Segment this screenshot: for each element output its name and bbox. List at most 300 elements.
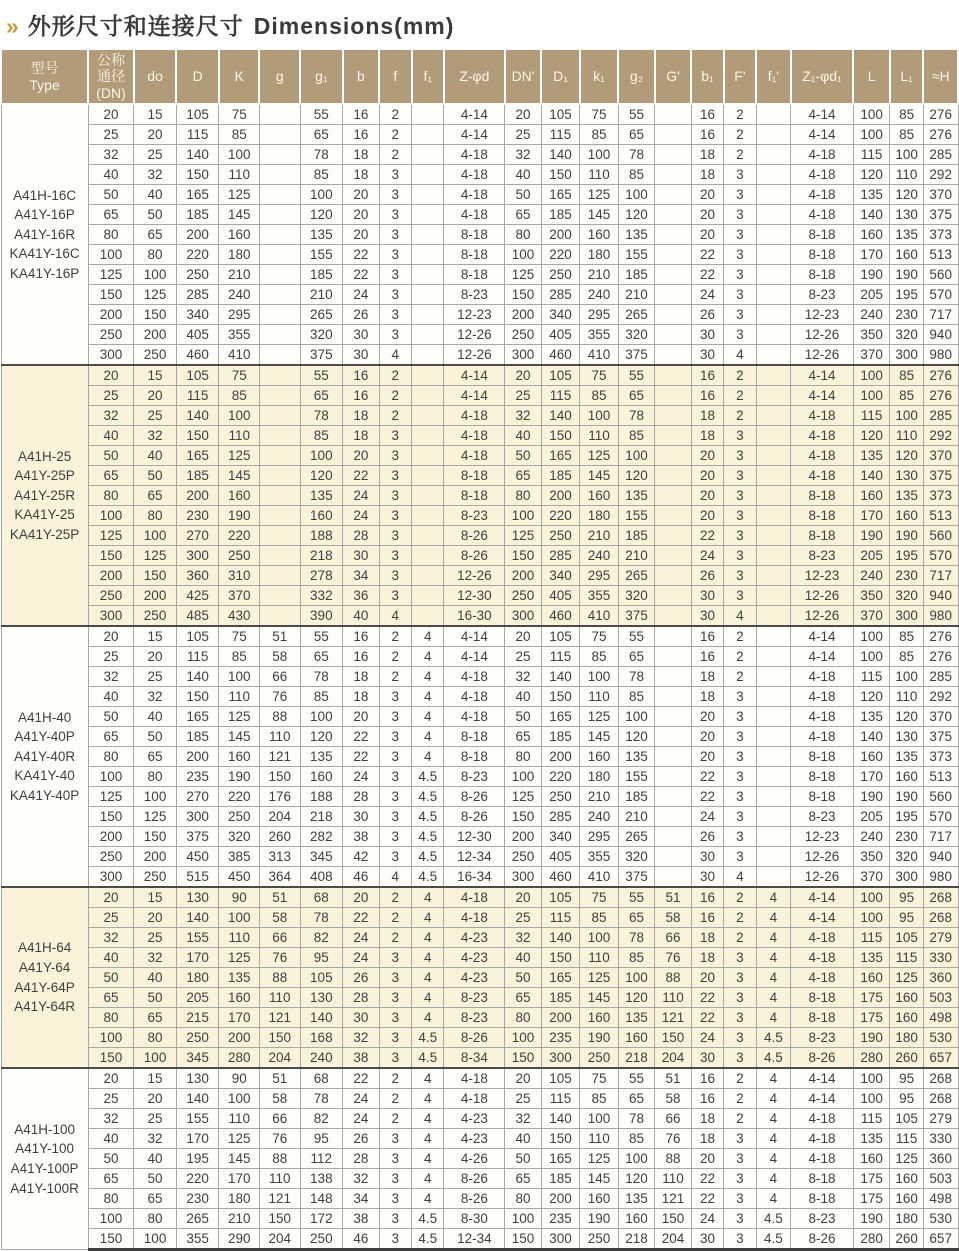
dim-cell: 85 <box>300 165 343 185</box>
dim-cell: 40 <box>134 968 177 988</box>
dim-cell: 8-18 <box>444 265 505 285</box>
dim-cell: 138 <box>300 1169 343 1189</box>
dim-cell: 16 <box>691 365 723 386</box>
dim-cell: 3 <box>724 185 756 205</box>
dim-cell: 2 <box>724 1068 756 1089</box>
dim-cell: 3 <box>724 446 756 466</box>
table-row <box>1 365 958 386</box>
dim-cell: 65 <box>88 988 134 1008</box>
dim-cell: 12-26 <box>791 867 854 888</box>
dim-cell: 125 <box>580 968 619 988</box>
dim-cell: 4.5 <box>756 1229 790 1250</box>
dim-cell: 345 <box>300 847 343 867</box>
dim-cell: 185 <box>541 1169 580 1189</box>
dim-cell: 250 <box>88 325 134 345</box>
table-row <box>1 566 958 586</box>
dim-cell: 3 <box>724 1209 756 1229</box>
dim-cell: 32 <box>88 928 134 948</box>
dim-cell: 26 <box>343 968 379 988</box>
dim-cell: 85 <box>618 687 654 707</box>
dim-cell: 105 <box>890 928 923 948</box>
dim-cell: 4-23 <box>444 928 505 948</box>
dim-cell: 65 <box>134 486 177 506</box>
dim-cell: 185 <box>300 265 343 285</box>
dim-cell: 120 <box>300 205 343 225</box>
dim-cell: 100 <box>505 767 541 787</box>
dim-cell <box>756 667 790 687</box>
dim-cell: 22 <box>343 1068 379 1089</box>
dim-cell: 8-18 <box>791 1169 854 1189</box>
dim-cell: 150 <box>88 285 134 305</box>
dim-cell: 145 <box>219 205 260 225</box>
dim-cell: 570 <box>923 285 958 305</box>
dim-cell: 85 <box>618 165 654 185</box>
dim-cell <box>756 145 790 165</box>
dim-cell: 20 <box>88 887 134 908</box>
dim-cell: 4-18 <box>444 1068 505 1089</box>
dim-cell <box>655 386 691 406</box>
dim-cell <box>756 406 790 426</box>
dim-cell: 4-18 <box>791 1129 854 1149</box>
dim-cell: 4-14 <box>791 908 854 928</box>
dim-cell: 8-23 <box>791 546 854 566</box>
dim-cell: 12-23 <box>444 305 505 325</box>
dim-cell: 4 <box>412 687 444 707</box>
dim-cell: 560 <box>923 526 958 546</box>
dim-cell: 140 <box>541 1109 580 1129</box>
table-row <box>1 1089 958 1109</box>
dim-cell: 100 <box>219 406 260 426</box>
dim-cell: 450 <box>219 867 260 888</box>
dim-cell: 8-23 <box>791 285 854 305</box>
dim-cell: 276 <box>923 104 958 125</box>
dim-cell: 8-23 <box>791 807 854 827</box>
dim-cell: 100 <box>853 887 889 908</box>
dim-cell: 2 <box>379 887 411 908</box>
dim-cell: 150 <box>259 1028 300 1048</box>
dim-cell: 4-23 <box>444 1109 505 1129</box>
dim-cell: 503 <box>923 1169 958 1189</box>
dim-cell: 4 <box>756 928 790 948</box>
dim-cell: 148 <box>300 1189 343 1209</box>
dim-cell: 42 <box>343 847 379 867</box>
dim-cell <box>259 185 300 205</box>
dim-cell: 2 <box>379 386 411 406</box>
dim-cell: 120 <box>853 426 889 446</box>
dim-cell: 2 <box>379 626 411 647</box>
dim-cell: 300 <box>88 345 134 366</box>
dim-cell: 2 <box>379 145 411 165</box>
dim-cell: 268 <box>923 887 958 908</box>
column-header: 型号 Type <box>1 49 88 104</box>
dim-cell: 125 <box>505 526 541 546</box>
dim-cell: 210 <box>580 787 619 807</box>
dim-cell: 530 <box>923 1209 958 1229</box>
dim-cell: 100 <box>219 145 260 165</box>
dim-cell: 135 <box>853 948 889 968</box>
dim-cell: 230 <box>176 506 219 526</box>
dim-cell: 4-14 <box>791 386 854 406</box>
column-header: D <box>176 49 219 104</box>
dim-cell: 20 <box>691 707 723 727</box>
dim-cell <box>259 606 300 627</box>
dim-cell: 145 <box>219 1149 260 1169</box>
dim-cell: 65 <box>300 647 343 667</box>
column-header: L₁ <box>890 49 923 104</box>
dim-cell: 200 <box>176 225 219 245</box>
dim-cell: 80 <box>505 1008 541 1028</box>
dim-cell: 125 <box>219 948 260 968</box>
dim-cell: 165 <box>176 446 219 466</box>
dim-cell: 235 <box>541 1028 580 1048</box>
dim-cell: 410 <box>580 345 619 366</box>
dim-cell: 38 <box>343 1209 379 1229</box>
dim-cell: 28 <box>343 787 379 807</box>
dim-cell: 110 <box>655 988 691 1008</box>
dim-cell: 4-14 <box>444 365 505 386</box>
dim-cell: 320 <box>890 325 923 345</box>
dim-cell: 8-23 <box>444 988 505 1008</box>
dim-cell: 121 <box>655 1008 691 1028</box>
dim-cell: 18 <box>343 667 379 687</box>
dim-cell: 150 <box>541 426 580 446</box>
dim-cell: 110 <box>219 687 260 707</box>
dim-cell: 58 <box>259 647 300 667</box>
dim-cell: 55 <box>618 1068 654 1089</box>
type-label: A41H-100 A41Y-100 A41Y-100P A41Y-100R <box>1 1068 88 1250</box>
dim-cell <box>655 787 691 807</box>
dim-cell: 16 <box>691 1089 723 1109</box>
dim-cell: 3 <box>724 165 756 185</box>
dim-cell: 36 <box>343 586 379 606</box>
dim-cell: 3 <box>724 968 756 988</box>
dim-cell <box>655 225 691 245</box>
dim-cell: 18 <box>691 426 723 446</box>
dim-cell: 30 <box>343 345 379 366</box>
dim-cell: 30 <box>343 325 379 345</box>
dim-cell: 3 <box>379 1008 411 1028</box>
dim-cell: 3 <box>379 426 411 446</box>
dim-cell: 85 <box>580 647 619 667</box>
table-row <box>1 386 958 406</box>
dim-cell: 3 <box>379 225 411 245</box>
dim-cell: 295 <box>580 305 619 325</box>
dim-cell: 200 <box>88 827 134 847</box>
dim-cell: 51 <box>259 887 300 908</box>
dim-cell: 4.5 <box>756 1209 790 1229</box>
dim-cell: 3 <box>724 486 756 506</box>
dim-cell: 4-14 <box>444 647 505 667</box>
dim-cell <box>756 386 790 406</box>
column-header: f₁' <box>756 49 790 104</box>
dim-cell: 160 <box>219 988 260 1008</box>
dim-cell: 498 <box>923 1008 958 1028</box>
dim-cell: 78 <box>618 1109 654 1129</box>
table-row <box>1 1229 958 1250</box>
dim-cell: 85 <box>300 426 343 446</box>
dim-cell: 205 <box>853 546 889 566</box>
dim-cell: 18 <box>343 145 379 165</box>
dim-cell: 90 <box>219 887 260 908</box>
dim-cell <box>756 104 790 125</box>
dim-cell: 4-18 <box>791 446 854 466</box>
dim-cell: 100 <box>618 1149 654 1169</box>
dim-cell: 32 <box>343 1169 379 1189</box>
dim-cell: 100 <box>853 908 889 928</box>
dim-cell <box>412 386 444 406</box>
dim-cell: 3 <box>724 245 756 265</box>
dim-cell: 20 <box>134 1089 177 1109</box>
dim-cell: 140 <box>176 145 219 165</box>
table-row <box>1 265 958 285</box>
dim-cell <box>655 867 691 888</box>
dim-cell: 4-14 <box>791 104 854 125</box>
dim-cell <box>412 566 444 586</box>
dim-cell: 26 <box>691 566 723 586</box>
dim-cell: 24 <box>691 546 723 566</box>
dim-cell: 51 <box>655 1068 691 1089</box>
dim-cell: 88 <box>259 707 300 727</box>
dim-cell <box>655 305 691 325</box>
dim-cell: 32 <box>88 1109 134 1129</box>
dim-cell: 135 <box>853 185 889 205</box>
dim-cell: 355 <box>580 586 619 606</box>
dim-cell: 32 <box>134 165 177 185</box>
dim-cell: 250 <box>541 265 580 285</box>
dim-cell: 4 <box>412 908 444 928</box>
dim-cell: 160 <box>300 767 343 787</box>
dim-cell <box>259 245 300 265</box>
dim-cell: 250 <box>505 586 541 606</box>
dim-cell: 125 <box>219 1129 260 1149</box>
dim-cell <box>259 586 300 606</box>
dim-cell <box>655 345 691 366</box>
dim-cell: 65 <box>618 125 654 145</box>
dim-cell: 40 <box>505 948 541 968</box>
dim-cell: 3 <box>379 165 411 185</box>
dim-cell: 250 <box>580 1048 619 1069</box>
dim-cell: 160 <box>580 486 619 506</box>
column-header: g₂ <box>618 49 654 104</box>
dim-cell: 140 <box>176 667 219 687</box>
dim-cell: 204 <box>259 1048 300 1069</box>
dim-cell: 20 <box>134 647 177 667</box>
dim-cell: 150 <box>505 546 541 566</box>
dim-cell: 150 <box>505 807 541 827</box>
dim-cell <box>655 446 691 466</box>
dim-cell: 155 <box>618 506 654 526</box>
dim-cell: 12-34 <box>444 847 505 867</box>
dim-cell: 40 <box>505 687 541 707</box>
table-header <box>1 49 958 104</box>
dim-cell: 95 <box>300 948 343 968</box>
dim-cell: 85 <box>580 125 619 145</box>
dim-cell: 300 <box>88 606 134 627</box>
dim-cell: 4 <box>412 707 444 727</box>
dim-cell: 120 <box>300 727 343 747</box>
dim-cell: 115 <box>853 667 889 687</box>
dim-cell: 4 <box>756 1008 790 1028</box>
dim-cell <box>655 807 691 827</box>
dim-cell: 130 <box>176 1068 219 1089</box>
dim-cell: 34 <box>343 1189 379 1209</box>
dim-cell: 405 <box>541 847 580 867</box>
dim-cell: 190 <box>853 265 889 285</box>
dim-cell: 2 <box>724 125 756 145</box>
dim-cell: 16 <box>691 104 723 125</box>
dim-cell: 100 <box>853 1068 889 1089</box>
dim-cell <box>259 265 300 285</box>
dim-cell: 190 <box>580 1209 619 1229</box>
dim-cell: 170 <box>853 767 889 787</box>
dim-cell: 940 <box>923 586 958 606</box>
dim-cell: 12-26 <box>791 325 854 345</box>
dim-cell: 100 <box>88 506 134 526</box>
dim-cell: 220 <box>219 787 260 807</box>
dim-cell: 515 <box>176 867 219 888</box>
dim-cell: 16 <box>691 125 723 145</box>
dim-cell: 75 <box>219 626 260 647</box>
dim-cell: 190 <box>890 526 923 546</box>
dim-cell: 18 <box>691 406 723 426</box>
dim-cell: 18 <box>691 667 723 687</box>
dim-cell: 38 <box>343 1048 379 1069</box>
dim-cell: 176 <box>259 787 300 807</box>
table-row <box>1 1008 958 1028</box>
dim-cell: 200 <box>541 747 580 767</box>
dim-cell: 218 <box>300 546 343 566</box>
dim-cell <box>412 606 444 627</box>
dim-cell <box>756 245 790 265</box>
dim-cell: 460 <box>176 345 219 366</box>
dim-cell: 100 <box>890 145 923 165</box>
dim-cell: 295 <box>580 827 619 847</box>
dim-cell: 350 <box>853 586 889 606</box>
dim-cell: 4 <box>379 345 411 366</box>
dim-cell: 460 <box>541 867 580 888</box>
dim-cell: 15 <box>134 104 177 125</box>
dim-cell: 85 <box>580 908 619 928</box>
dim-cell <box>655 566 691 586</box>
dim-cell <box>756 546 790 566</box>
dim-cell: 160 <box>890 245 923 265</box>
dim-cell: 121 <box>259 1189 300 1209</box>
dim-cell: 120 <box>618 727 654 747</box>
dim-cell: 2 <box>724 104 756 125</box>
dim-cell: 90 <box>219 1068 260 1089</box>
dim-cell: 20 <box>691 486 723 506</box>
dim-cell: 78 <box>300 908 343 928</box>
dim-cell: 355 <box>580 325 619 345</box>
dim-cell: 25 <box>505 647 541 667</box>
column-header: b₁ <box>691 49 723 104</box>
dim-cell: 100 <box>853 125 889 145</box>
dim-cell: 375 <box>176 827 219 847</box>
table-row <box>1 647 958 667</box>
dim-cell: 115 <box>853 928 889 948</box>
dim-cell: 4 <box>412 1068 444 1089</box>
dim-cell: 3 <box>724 1189 756 1209</box>
dim-cell: 2 <box>724 1089 756 1109</box>
dim-cell <box>655 526 691 546</box>
dim-cell: 200 <box>541 225 580 245</box>
table-row <box>1 707 958 727</box>
dim-cell: 16 <box>343 626 379 647</box>
dim-cell: 58 <box>655 1089 691 1109</box>
dim-cell: 150 <box>88 1229 134 1250</box>
dim-cell: 190 <box>890 265 923 285</box>
dim-cell: 3 <box>379 185 411 205</box>
dim-cell: 4 <box>412 667 444 687</box>
dim-cell: 75 <box>580 365 619 386</box>
dim-cell: 980 <box>923 867 958 888</box>
dim-cell: 50 <box>88 185 134 205</box>
dim-cell: 150 <box>134 827 177 847</box>
dim-cell: 3 <box>379 787 411 807</box>
dim-cell: 3 <box>379 1209 411 1229</box>
dim-cell: 32 <box>505 928 541 948</box>
dim-cell: 4-14 <box>791 125 854 145</box>
dim-cell: 3 <box>724 1149 756 1169</box>
dim-cell: 24 <box>343 948 379 968</box>
dim-cell: 65 <box>88 205 134 225</box>
dim-cell: 24 <box>343 285 379 305</box>
dim-cell: 22 <box>691 767 723 787</box>
dim-cell: 285 <box>541 807 580 827</box>
dim-cell: 130 <box>300 988 343 1008</box>
dim-cell: 8-18 <box>444 747 505 767</box>
dim-cell: 22 <box>691 245 723 265</box>
dim-cell: 130 <box>890 727 923 747</box>
dim-cell: 282 <box>300 827 343 847</box>
dim-cell <box>655 747 691 767</box>
dim-cell: 58 <box>259 908 300 928</box>
dim-cell: 110 <box>580 687 619 707</box>
dim-cell: 373 <box>923 747 958 767</box>
dim-cell <box>756 727 790 747</box>
dim-cell: 32 <box>88 145 134 165</box>
dim-cell: 4-18 <box>444 887 505 908</box>
dim-cell: 3 <box>379 1028 411 1048</box>
dim-cell: 4 <box>756 1149 790 1169</box>
dim-cell: 78 <box>300 406 343 426</box>
dim-cell <box>655 365 691 386</box>
dim-cell: 345 <box>176 1048 219 1069</box>
dim-cell <box>259 345 300 366</box>
dim-cell: 32 <box>134 687 177 707</box>
dim-cell <box>655 647 691 667</box>
table-row <box>1 667 958 687</box>
dim-cell: 20 <box>691 747 723 767</box>
dim-cell: 22 <box>343 265 379 285</box>
column-header: Z₁-φd₁ <box>791 49 854 104</box>
dim-cell: 140 <box>541 145 580 165</box>
dim-cell: 170 <box>176 1129 219 1149</box>
dim-cell: 85 <box>890 626 923 647</box>
table-row <box>1 767 958 787</box>
dim-cell: 230 <box>890 566 923 586</box>
dim-cell: 135 <box>890 225 923 245</box>
dim-cell: 4-23 <box>444 968 505 988</box>
dim-cell: 3 <box>724 506 756 526</box>
dim-cell: 65 <box>618 647 654 667</box>
dim-cell: 503 <box>923 988 958 1008</box>
dim-cell: 4.5 <box>412 1209 444 1229</box>
dim-cell: 170 <box>176 948 219 968</box>
dim-cell: 320 <box>300 325 343 345</box>
dim-cell: 3 <box>724 1048 756 1069</box>
dim-cell: 8-18 <box>444 225 505 245</box>
